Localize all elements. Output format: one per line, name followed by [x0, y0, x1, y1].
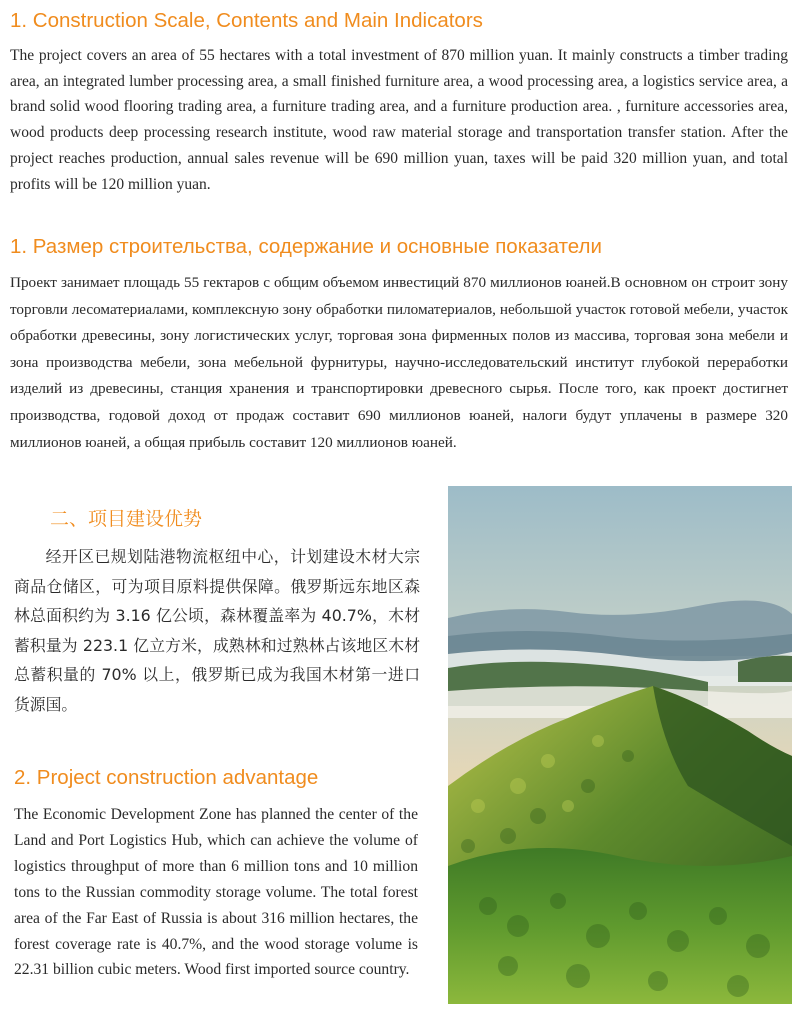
forest-landscape-illustration	[448, 486, 792, 1004]
section1-en-title: 1. Construction Scale, Contents and Main Indicators	[10, 9, 483, 32]
section1-ru-title: 1. Размер строительства, содержание и основные показатели	[10, 235, 602, 258]
section2-en-body: The Economic Development Zone has planned the center of the Land and Port Logistics Hub, which can achieve the volume of logistics throughput of more than 6 million tons and 10 million tons to the Russian commodity storage volume. The total forest area of the Far East of Russia is about 316 million hectares, the forest coverage rate is 40.7%, and the wood storage volume is 22.31 billion cubic meters. Wood first imported source country.	[14, 806, 418, 979]
forest-landscape-photo	[448, 486, 792, 1004]
section2-zh-title: 二、项目建设优势	[50, 508, 203, 530]
section1-en-body: The project covers an area of 55 hectares with a total investment of 870 million yuan. It mainly constructs a timber trading area, an integrated lumber processing area, a small finished furniture area, a wood processing area, a logistics service area, a brand solid wood flooring trading area, a furniture trading area, and a furniture production area. , furniture accessories area, wood products deep processing research institute, wood raw material storage and transportation transfer station. After the project reaches production, annual sales revenue will be 690 million yuan, taxes will be paid 320 million yuan, and total profits will be 120 million yuan.	[10, 47, 788, 193]
section2-en-title: 2. Project construction advantage	[14, 766, 319, 789]
section2-zh-body: 经开区已规划陆港物流枢纽中心，计划建设木材大宗商品仓储区，可为项目原料提供保障。俄罗斯远东地区森林总面积约为 3.16 亿公顷，森林覆盖率为 40.7%，木材蓄积量为 223.1 亿立方米，成熟林和过熟林占该地区木材总蓄积量的 70% 以上，俄罗斯已成为我国木材第一进口货源国。	[14, 547, 420, 714]
section1-ru-body: Проект занимает площадь 55 гектаров с общим объемом инвестиций 870 миллионов юаней.В основном он строит зону торговли лесоматериалами, комплексную зону обработки пиломатериалов, небольшой участок готовой мебели, участок обработки древесины, зону логистических услуг, торговая зона фирменных полов из массива, торговая зона мебели и зона производства мебели, зона мебельной фурнитуры, научно-исследовательский институт глубокой переработки изделий из древесины, станция хранения и транспортировки древесного сырья. После того, как проект достигнет производства, годовой доход от продаж составит 690 миллионов юаней, налоги будут уплачены в размере 320 миллионов юаней, а общая прибыль составит 120 миллионов юаней.	[10, 274, 788, 451]
